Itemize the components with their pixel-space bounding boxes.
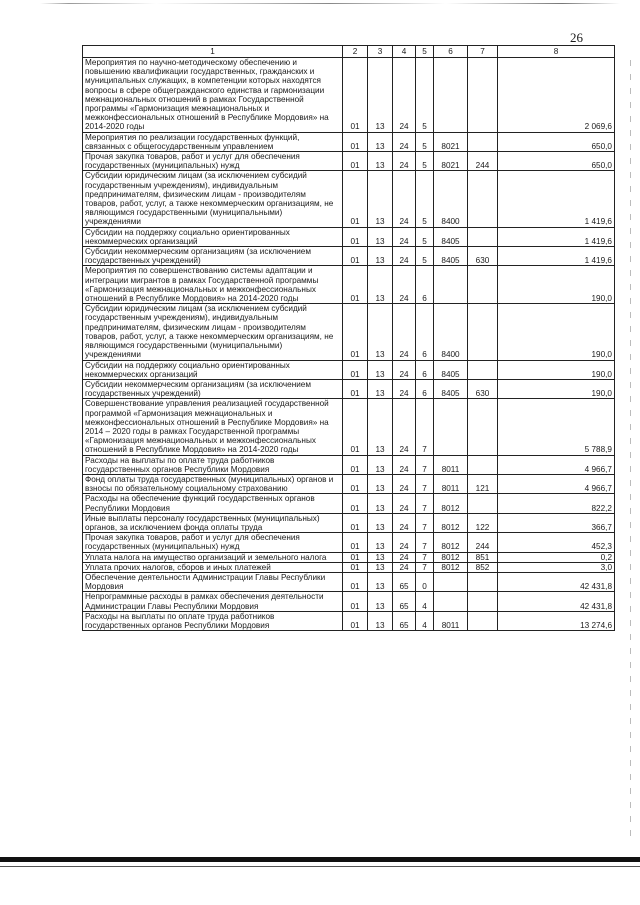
row-subsection-cell: 13: [368, 494, 393, 513]
row-section-cell: 01: [343, 247, 368, 266]
row-type-cell: [468, 132, 498, 151]
row-subprogram-cell: 7: [416, 455, 434, 474]
row-section-cell: 01: [343, 171, 368, 227]
table-row: [83, 474, 615, 493]
row-subsection-cell: 13: [368, 399, 393, 455]
row-article-cell: 8400: [434, 304, 468, 360]
row-subsection-cell: 13: [368, 152, 393, 171]
table-row: [83, 533, 615, 552]
row-article-cell: 8012: [434, 562, 468, 572]
row-article-cell: 8012: [434, 533, 468, 552]
row-amount-cell: 366,7: [498, 513, 615, 532]
row-name-cell: Расходы на обеспечение функций государственных органов Республики Мордовия: [83, 494, 343, 513]
row-program-cell: 65: [393, 611, 416, 630]
row-subsection-cell: 13: [368, 171, 393, 227]
page-number: 26: [570, 30, 583, 45]
row-name-cell: Расходы на выплаты по оплате труда работников государственных органов Республики Мордовия: [83, 455, 343, 474]
row-subprogram-cell: 5: [416, 171, 434, 227]
row-subsection-cell: 13: [368, 266, 393, 304]
row-subprogram-cell: 5: [416, 227, 434, 246]
row-subprogram-cell: 5: [416, 58, 434, 133]
table-row: [83, 58, 615, 133]
row-subsection-cell: 13: [368, 379, 393, 398]
row-subprogram-cell: 7: [416, 562, 434, 572]
row-type-cell: [468, 611, 498, 630]
table-body: [83, 58, 615, 631]
table-row: [83, 304, 615, 360]
table-row: [83, 379, 615, 398]
row-amount-cell: 3,0: [498, 562, 615, 572]
header-cell: 6: [434, 46, 468, 58]
row-name-cell: Мероприятия по реализации государственных функций, связанных с общегосударственным управлением: [83, 132, 343, 151]
row-amount-cell: 190,0: [498, 266, 615, 304]
row-article-cell: 8405: [434, 360, 468, 379]
row-section-cell: 01: [343, 304, 368, 360]
row-amount-cell: 4 966,7: [498, 474, 615, 493]
row-section-cell: 01: [343, 58, 368, 133]
row-article-cell: 8021: [434, 132, 468, 151]
row-section-cell: 01: [343, 513, 368, 532]
row-article-cell: [434, 58, 468, 133]
row-type-cell: 852: [468, 562, 498, 572]
row-amount-cell: 13 274,6: [498, 611, 615, 630]
row-name-cell: Прочая закупка товаров, работ и услуг для обеспечения государственных (муниципальных) нужд: [83, 533, 343, 552]
row-name-cell: Субсидии некоммерческим организациям (за исключением государственных учреждений): [83, 247, 343, 266]
row-subsection-cell: 13: [368, 304, 393, 360]
row-section-cell: 01: [343, 399, 368, 455]
row-program-cell: 24: [393, 58, 416, 133]
row-subprogram-cell: 0: [416, 572, 434, 591]
row-amount-cell: 190,0: [498, 379, 615, 398]
row-type-cell: [468, 494, 498, 513]
row-subprogram-cell: 6: [416, 379, 434, 398]
row-subsection-cell: 13: [368, 132, 393, 151]
row-section-cell: 01: [343, 132, 368, 151]
row-article-cell: 8011: [434, 474, 468, 493]
row-section-cell: 01: [343, 360, 368, 379]
row-subsection-cell: 13: [368, 572, 393, 591]
row-article-cell: 8012: [434, 513, 468, 532]
row-subsection-cell: 13: [368, 533, 393, 552]
row-section-cell: 01: [343, 562, 368, 572]
row-type-cell: [468, 58, 498, 133]
row-program-cell: 24: [393, 132, 416, 151]
row-subsection-cell: 13: [368, 360, 393, 379]
row-type-cell: 121: [468, 474, 498, 493]
header-cell: 3: [368, 46, 393, 58]
table-row: [83, 247, 615, 266]
row-amount-cell: 452,3: [498, 533, 615, 552]
row-program-cell: 24: [393, 152, 416, 171]
row-subprogram-cell: 6: [416, 360, 434, 379]
row-subsection-cell: 13: [368, 227, 393, 246]
row-name-cell: Прочая закупка товаров, работ и услуг для обеспечения государственных (муниципальных) нужд: [83, 152, 343, 171]
row-article-cell: [434, 266, 468, 304]
row-program-cell: 65: [393, 572, 416, 591]
row-section-cell: 01: [343, 592, 368, 611]
row-type-cell: 244: [468, 152, 498, 171]
row-type-cell: [468, 304, 498, 360]
scan-edge-bottom: [0, 857, 640, 862]
row-article-cell: 8405: [434, 247, 468, 266]
row-name-cell: Мероприятия по научно-методическому обеспечению и повышению квалификации государственных, гражданских и муниципальных служащих, в компетенции которых находятся вопросы в сфере общегражданского единства и гармонизации межнациональных отношений в рамках Государственной программы «Гармонизация межнациональных и межконфессиональных отношений в Республике Мордовия» на 2014-2020 годы: [83, 58, 343, 133]
budget-table: [82, 45, 615, 631]
row-article-cell: 8012: [434, 494, 468, 513]
header-cell: 2: [343, 46, 368, 58]
row-section-cell: 01: [343, 266, 368, 304]
row-type-cell: [468, 266, 498, 304]
row-type-cell: [468, 360, 498, 379]
row-name-cell: Фонд оплаты труда государственных (муниципальных) органов и взносы по обязательному социальному страхованию: [83, 474, 343, 493]
row-type-cell: [468, 171, 498, 227]
table-row: [83, 572, 615, 591]
row-name-cell: Уплата прочих налогов, сборов и иных платежей: [83, 562, 343, 572]
row-name-cell: Субсидии юридическим лицам (за исключением субсидий государственным учреждениям), индивидуальным предпринимателям, физическим лицам - производителям товаров, работ, услуг, а также некоммерческим организациям, не являющимся государственными (муниципальными) учреждениями: [83, 304, 343, 360]
row-name-cell: Уплата налога на имущество организаций и земельного налога: [83, 552, 343, 562]
row-subprogram-cell: 4: [416, 611, 434, 630]
row-section-cell: 01: [343, 455, 368, 474]
row-name-cell: Совершенствование управления реализацией государственной программой «Гармонизация межнациональных и межконфессиональных отношений в Республике Мордовия» на 2014 – 2020 годы в рамках Государственной программы «Гармонизация межнациональных и межконфессиональных отношений в Республике Мордовия» на 2014-2020 годы: [83, 399, 343, 455]
row-article-cell: 8405: [434, 379, 468, 398]
row-amount-cell: 4 966,7: [498, 455, 615, 474]
row-subsection-cell: 13: [368, 58, 393, 133]
table-row: [83, 455, 615, 474]
row-name-cell: Непрограммные расходы в рамках обеспечения деятельности Администрации Главы Республики Мордовия: [83, 592, 343, 611]
table-row: [83, 399, 615, 455]
row-subprogram-cell: 5: [416, 132, 434, 151]
row-subprogram-cell: 7: [416, 552, 434, 562]
row-subsection-cell: 13: [368, 562, 393, 572]
table-row: [83, 360, 615, 379]
row-program-cell: 65: [393, 592, 416, 611]
row-section-cell: 01: [343, 227, 368, 246]
row-type-cell: 630: [468, 247, 498, 266]
row-name-cell: Обеспечение деятельности Администрации Главы Республики Мордовия: [83, 572, 343, 591]
row-program-cell: 24: [393, 474, 416, 493]
row-type-cell: [468, 227, 498, 246]
row-article-cell: 8012: [434, 552, 468, 562]
row-name-cell: Иные выплаты персоналу государственных (муниципальных) органов, за исключением фонда оплаты труда: [83, 513, 343, 532]
row-section-cell: 01: [343, 533, 368, 552]
row-subprogram-cell: 4: [416, 592, 434, 611]
row-type-cell: 122: [468, 513, 498, 532]
row-amount-cell: 1 419,6: [498, 227, 615, 246]
row-program-cell: 24: [393, 455, 416, 474]
row-subsection-cell: 13: [368, 552, 393, 562]
row-article-cell: 8021: [434, 152, 468, 171]
row-program-cell: 24: [393, 304, 416, 360]
table-row: [83, 513, 615, 532]
row-subsection-cell: 13: [368, 455, 393, 474]
header-cell: 4: [393, 46, 416, 58]
row-amount-cell: 0,2: [498, 552, 615, 562]
row-type-cell: [468, 455, 498, 474]
row-program-cell: 24: [393, 399, 416, 455]
row-program-cell: 24: [393, 379, 416, 398]
row-program-cell: 24: [393, 513, 416, 532]
row-subsection-cell: 13: [368, 474, 393, 493]
row-type-cell: 851: [468, 552, 498, 562]
row-subprogram-cell: 7: [416, 494, 434, 513]
row-article-cell: [434, 592, 468, 611]
row-name-cell: Расходы на выплаты по оплате труда работников государственных органов Республики Мордовия: [83, 611, 343, 630]
row-amount-cell: 42 431,8: [498, 592, 615, 611]
scan-edge-right: [630, 60, 631, 840]
row-section-cell: 01: [343, 152, 368, 171]
table-header-row: [83, 46, 615, 58]
row-subsection-cell: 13: [368, 592, 393, 611]
table-row: [83, 611, 615, 630]
row-program-cell: 24: [393, 360, 416, 379]
row-program-cell: 24: [393, 171, 416, 227]
table-row: [83, 494, 615, 513]
row-article-cell: 8011: [434, 611, 468, 630]
table-row: [83, 562, 615, 572]
row-subprogram-cell: 7: [416, 399, 434, 455]
table-row: [83, 132, 615, 151]
row-amount-cell: 42 431,8: [498, 572, 615, 591]
row-program-cell: 24: [393, 266, 416, 304]
row-type-cell: [468, 592, 498, 611]
row-section-cell: 01: [343, 611, 368, 630]
table-row: [83, 266, 615, 304]
row-amount-cell: 1 419,6: [498, 171, 615, 227]
row-amount-cell: 5 788,9: [498, 399, 615, 455]
row-type-cell: [468, 572, 498, 591]
row-name-cell: Субсидии некоммерческим организациям (за исключением государственных учреждений): [83, 379, 343, 398]
row-subprogram-cell: 6: [416, 266, 434, 304]
table-row: [83, 592, 615, 611]
row-amount-cell: 2 069,6: [498, 58, 615, 133]
table-row: [83, 227, 615, 246]
row-amount-cell: 190,0: [498, 360, 615, 379]
row-section-cell: 01: [343, 552, 368, 562]
header-cell: 8: [498, 46, 615, 58]
row-program-cell: 24: [393, 227, 416, 246]
row-name-cell: Мероприятия по совершенствованию системы адаптации и интеграции мигрантов в рамках Государственной программы «Гармонизация межнациональных и межконфессиональных отношений в Республике Мордовия» на 2014-2020 годы: [83, 266, 343, 304]
row-type-cell: 630: [468, 379, 498, 398]
row-subprogram-cell: 7: [416, 513, 434, 532]
header-cell: 7: [468, 46, 498, 58]
header-cell: 1: [83, 46, 343, 58]
row-section-cell: 01: [343, 379, 368, 398]
row-article-cell: 8400: [434, 171, 468, 227]
row-program-cell: 24: [393, 552, 416, 562]
row-subsection-cell: 13: [368, 611, 393, 630]
row-article-cell: [434, 572, 468, 591]
scan-edge-top: [40, 3, 620, 4]
table-row: [83, 171, 615, 227]
row-subprogram-cell: 6: [416, 304, 434, 360]
header-cell: 5: [416, 46, 434, 58]
row-amount-cell: 190,0: [498, 304, 615, 360]
row-article-cell: 8011: [434, 455, 468, 474]
row-subsection-cell: 13: [368, 247, 393, 266]
row-subprogram-cell: 5: [416, 247, 434, 266]
row-program-cell: 24: [393, 494, 416, 513]
row-program-cell: 24: [393, 533, 416, 552]
table-row: [83, 552, 615, 562]
row-section-cell: 01: [343, 494, 368, 513]
row-amount-cell: 1 419,6: [498, 247, 615, 266]
row-name-cell: Субсидии на поддержку социально ориентированных некоммерческих организаций: [83, 227, 343, 246]
row-subprogram-cell: 7: [416, 533, 434, 552]
row-program-cell: 24: [393, 562, 416, 572]
row-name-cell: Субсидии юридическим лицам (за исключением субсидий государственным учреждениям), индивидуальным предпринимателям, физическим лицам - производителям товаров, работ, услуг, а также некоммерческим организациям, не являющимся государственными (муниципальными) учреждениями: [83, 171, 343, 227]
row-type-cell: 244: [468, 533, 498, 552]
row-type-cell: [468, 399, 498, 455]
row-article-cell: [434, 399, 468, 455]
row-section-cell: 01: [343, 572, 368, 591]
row-article-cell: 8405: [434, 227, 468, 246]
row-section-cell: 01: [343, 474, 368, 493]
row-name-cell: Субсидии на поддержку социально ориентированных некоммерческих организаций: [83, 360, 343, 379]
row-amount-cell: 650,0: [498, 132, 615, 151]
row-program-cell: 24: [393, 247, 416, 266]
row-subprogram-cell: 5: [416, 152, 434, 171]
row-subprogram-cell: 7: [416, 474, 434, 493]
row-amount-cell: 650,0: [498, 152, 615, 171]
table-row: [83, 152, 615, 171]
scan-edge-bottom-line: [0, 866, 640, 867]
row-amount-cell: 822,2: [498, 494, 615, 513]
row-subsection-cell: 13: [368, 513, 393, 532]
